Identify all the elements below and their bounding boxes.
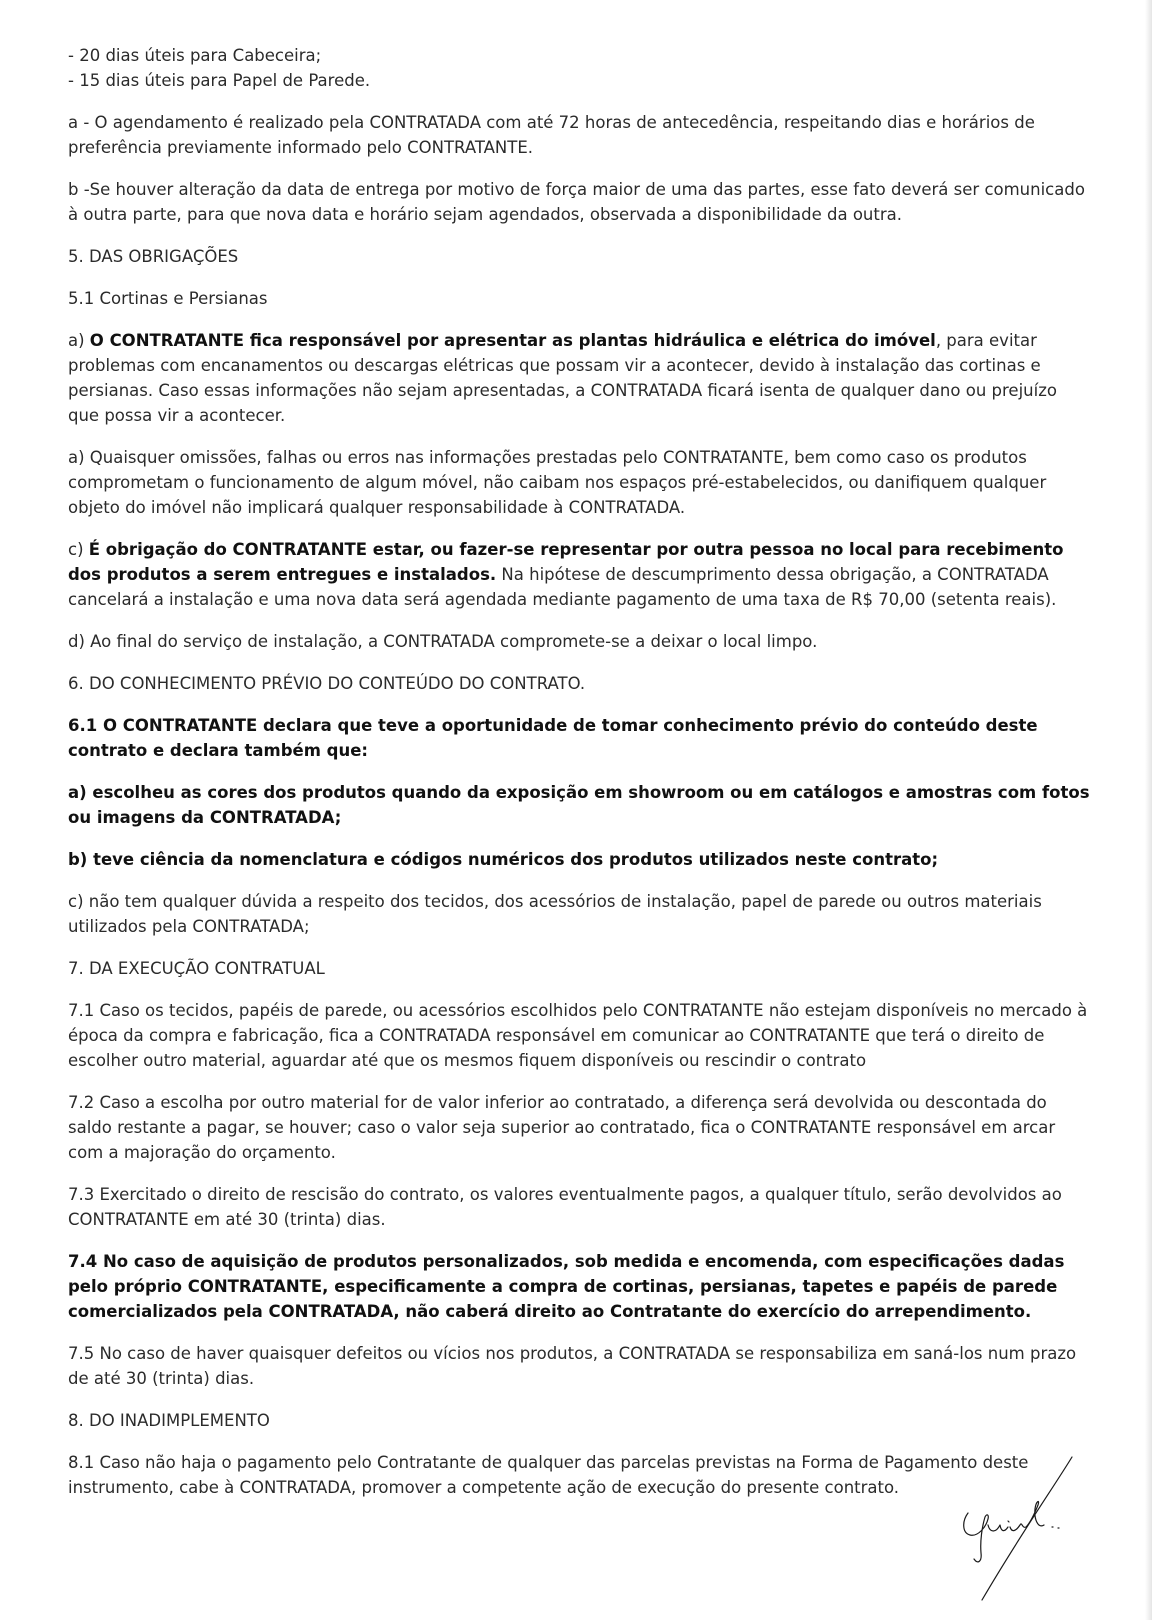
clause-7-2: 7.2 Caso a escolha por outro material for de valor inferior ao contratado, a diferença será devolvida ou descontada do saldo restante a pagar, se houver; caso o valor seja superior ao contratado, fica o CONTRATANTE responsável em arcar com a majoração do orçamento.: [68, 1093, 1056, 1162]
page-edge-shadow: [1145, 0, 1152, 1620]
clause-scheduling: a - O agendamento é realizado pela CONTRATADA com até 72 horas de antecedência, respeitando dias e horários de preferência previamente informado pelo CONTRATANTE.: [68, 113, 1035, 157]
section-7-title: 7. DA EXECUÇÃO CONTRATUAL: [68, 959, 325, 978]
clause-bold-text: O CONTRATANTE fica responsável por apresentar as plantas hidráulica e elétrica do imóvel: [89, 331, 936, 350]
delivery-item-papel-parede: - 15 dias úteis para Papel de Parede.: [68, 71, 371, 90]
clause-5-d-cleaning: d) Ao final do serviço de instalação, a CONTRATADA compromete-se a deixar o local limpo.: [68, 632, 818, 651]
clause-5-a-plans: [68, 328, 1092, 428]
delivery-item-cabeceira: - 20 dias úteis para Cabeceira;: [68, 46, 322, 65]
section-5-1-title: 5.1 Cortinas e Persianas: [68, 289, 268, 308]
clause-prefix: a): [68, 331, 90, 350]
handwritten-signature-icon: [940, 1455, 1090, 1605]
clause-bold-text: a) escolheu as cores dos produtos quando da exposição em showroom ou em catálogos e amostras com fotos ou imagens da CONTRATADA;: [68, 783, 1090, 827]
clause-8-1: 8.1 Caso não haja o pagamento pelo Contratante de qualquer das parcelas previstas na Forma de Pagamento deste instrumento, cabe à CONTRATADA, promover a competente ação de execução do presente contrato.: [68, 1453, 1029, 1497]
clause-bold-text: 6.1 O CONTRATANTE declara que teve a oportunidade de tomar conhecimento prévio do conteúdo deste contrato e declara também que:: [68, 716, 1038, 760]
clause-7-4: [68, 1249, 1092, 1324]
section-8-title: 8. DO INADIMPLEMENTO: [68, 1411, 270, 1430]
clause-7-5: 7.5 No caso de haver quaisquer defeitos ou vícios nos produtos, a CONTRATADA se responsabiliza em saná-los num prazo de até 30 (trinta) dias.: [68, 1344, 1077, 1388]
clause-7-1: 7.1 Caso os tecidos, papéis de parede, ou acessórios escolhidos pelo CONTRATANTE não estejam disponíveis no mercado à época da compra e fabricação, fica a CONTRATADA responsável em comunicar ao CONTRATANTE que terá o direito de escolher outro material, aguardar até que os mesmos fiquem disponíveis ou rescindir o contrato: [68, 1001, 1088, 1070]
clause-date-change: b -Se houver alteração da data de entrega por motivo de força maior de uma das partes, esse fato deverá ser comunicado à outra parte, para que nova data e horário sejam agendados, observada a disponibilidade da outra.: [68, 180, 1085, 224]
clause-prefix: c): [68, 540, 89, 559]
clause-text: Na hipótese de descumprimento dessa obrigação, a CONTRATADA cancelará a instalação e uma nova data será agendada mediante pagamento de uma taxa de R$ 70,00 (setenta reais).: [68, 565, 1057, 609]
clause-bold-text: 7.4 No caso de aquisição de produtos personalizados, sob medida e encomenda, com especificações dadas pelo próprio CONTRATANTE, especificamente a compra de cortinas, persianas, tapetes e papéis de parede comercializados pela CONTRATADA, não caberá direito ao Contratante do exercício do arrependimento.: [68, 1252, 1065, 1321]
clause-6-1: [68, 713, 1092, 763]
clause-5-a-omissions: a) Quaisquer omissões, falhas ou erros nas informações prestadas pelo CONTRATANTE, bem como caso os produtos comprometam o funcionamento de algum móvel, não caibam nos espaços pré-estabelecidos, ou danifiquem qualquer objeto do imóvel não implicará qualquer responsabilidade à CONTRATADA.: [68, 448, 1047, 517]
clause-bold-text: b) teve ciência da nomenclatura e códigos numéricos dos produtos utilizados neste contrato;: [68, 850, 939, 869]
contract-body: [68, 43, 1092, 1517]
clause-5-c-presence: [68, 537, 1092, 612]
section-6-title: 6. DO CONHECIMENTO PRÉVIO DO CONTEÚDO DO CONTRATO.: [68, 674, 586, 693]
clause-6-b: [68, 847, 1092, 872]
clause-6-c: c) não tem qualquer dúvida a respeito dos tecidos, dos acessórios de instalação, papel de parede ou outros materiais utilizados pela CONTRATADA;: [68, 892, 1042, 936]
clause-7-3: 7.3 Exercitado o direito de rescisão do contrato, os valores eventualmente pagos, a qualquer título, serão devolvidos ao CONTRATANTE em até 30 (trinta) dias.: [68, 1185, 1062, 1229]
clause-bold-text: É obrigação do CONTRATANTE estar, ou fazer-se representar por outra pessoa no local para recebimento dos produtos a serem entregues e instalados.: [68, 540, 1064, 584]
clause-6-a: [68, 780, 1092, 830]
section-5-title: 5. DAS OBRIGAÇÕES: [68, 247, 239, 266]
clause-text: , para evitar problemas com encanamentos ou descargas elétricas que possam vir a acontecer, devido à instalação das cortinas e persianas. Caso essas informações não sejam apresentadas, a CONTRATADA ficará isenta de qualquer dano ou prejuízo que possa vir a acontecer.: [68, 331, 1057, 425]
